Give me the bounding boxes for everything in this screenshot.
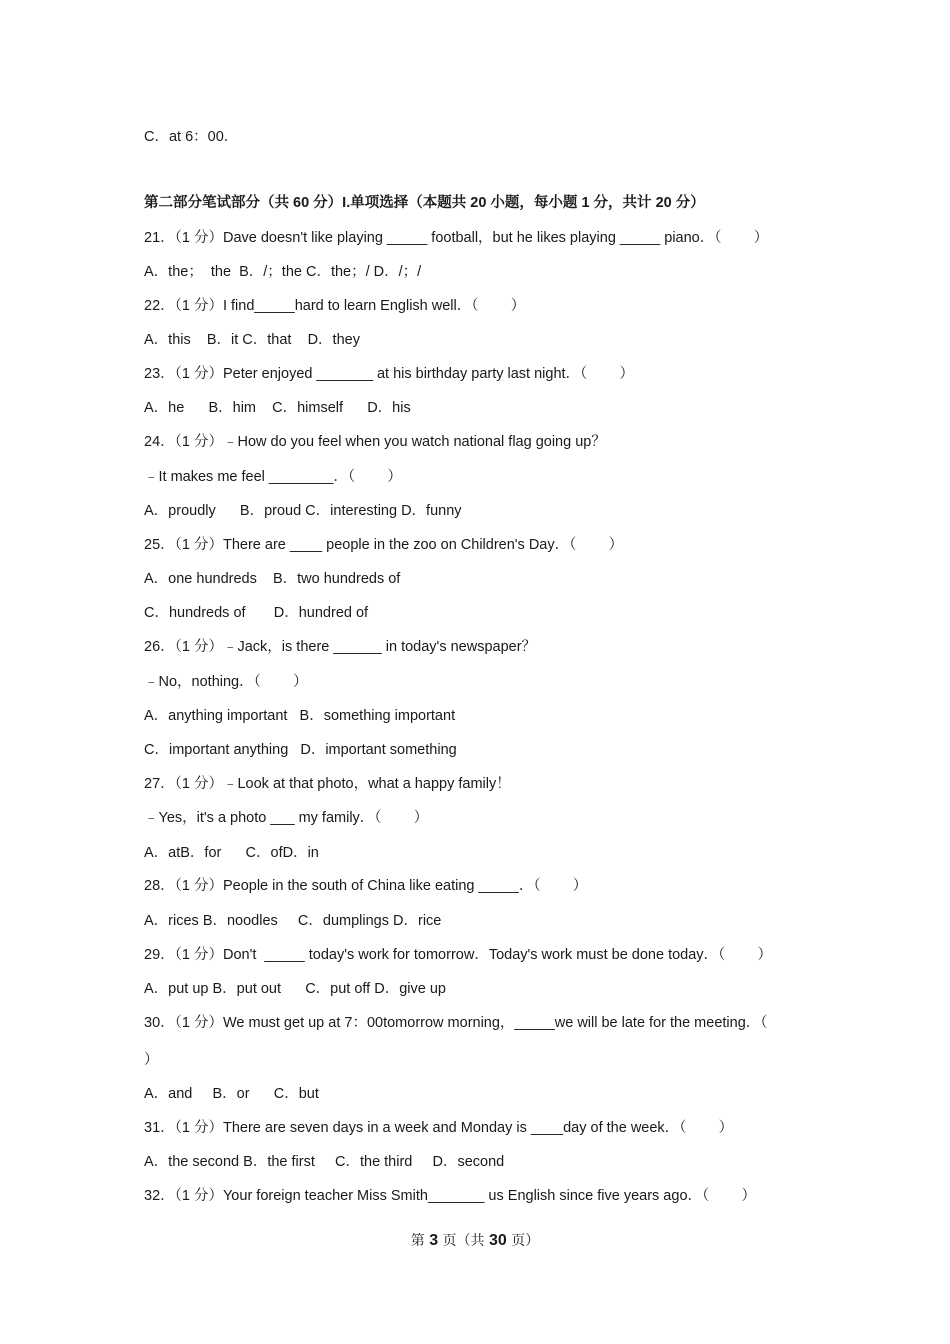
footer-suffix: 页） [506,1233,540,1249]
section-title: 第二部分笔试部分（共 60 分）I.单项选择（本题共 20 小题，每小题 1 分，共计 20 分） [144,195,705,211]
text-line: 31．（1 分）There are seven days in a week and Monday is ____day of the week．（ ） [144,1120,734,1136]
text-line: 21．（1 分）Dave doesn't like playing _____ football，but he likes playing _____ piano．（ ） [144,230,769,246]
text-line: A．the second B．the first C．the third D．second [144,1154,505,1170]
text-line: 25．（1 分）There are ____ people in the zoo on Children's Day．（ ） [144,537,624,553]
text-line: C．important anything D．important something [144,742,457,758]
footer-total-pages: 30 [489,1232,507,1249]
text-line: 28．（1 分）People in the south of China like eating _____．（ ） [144,878,588,894]
text-line: 32．（1 分）Your foreign teacher Miss Smith_______ us English since five years ago．（ ） [144,1188,756,1204]
text-line: 26．（1 分）﹣Jack，is there ______ in today's newspaper？ [144,639,537,655]
text-line: A．put up B．put out C．put off D．give up [144,981,446,997]
text-line: ﹣It makes me feel ________．（ ） [144,469,402,485]
page-footer [0,1230,950,1250]
text-line: A．atB．for C．ofD．in [144,845,319,861]
text-line: A．and B．or C．but [144,1086,319,1102]
footer-page-number: 3 [429,1232,439,1249]
text-line: A．proudly B．proud C．interesting D．funny [144,503,462,519]
text-line: ﹣No，nothing．（ ） [144,674,308,690]
text-line: C．at 6：00． [144,129,239,145]
text-line: 23．（1 分）Peter enjoyed _______ at his birthday party last night．（ ） [144,366,635,382]
text-line: ） [144,1052,159,1068]
text-line: 30．（1 分）We must get up at 7：00tomorrow morning，_____we will be late for the meeting．（ [144,1015,768,1031]
text-line: A．one hundreds B．two hundreds of [144,571,401,587]
text-line: 29．（1 分）Don't _____ today's work for tomorrow．Today's work must be done today．（ ） [144,947,773,963]
text-line: 27．（1 分）﹣Look at that photo，what a happy family！ [144,776,511,792]
text-line: 22．（1 分）I find_____hard to learn English well．（ ） [144,298,526,314]
footer-middle: 页（共 [438,1233,489,1249]
text-line: A．rices B．noodles C．dumplings D．rice [144,913,442,929]
text-line: ﹣Yes，it's a photo ___ my family．（ ） [144,810,429,826]
text-line: A．this B．it C．that D．they [144,332,360,348]
text-line: A．the； the B．/；the C．the；/ D．/；/ [144,264,422,280]
text-line: C．hundreds of D．hundred of [144,605,369,621]
text-line: A．anything important B．something important [144,708,456,724]
text-line: A．he B．him C．himself D．his [144,400,411,416]
text-line: 24．（1 分）﹣How do you feel when you watch national flag going up？ [144,434,606,450]
footer-prefix: 第 [410,1233,430,1249]
